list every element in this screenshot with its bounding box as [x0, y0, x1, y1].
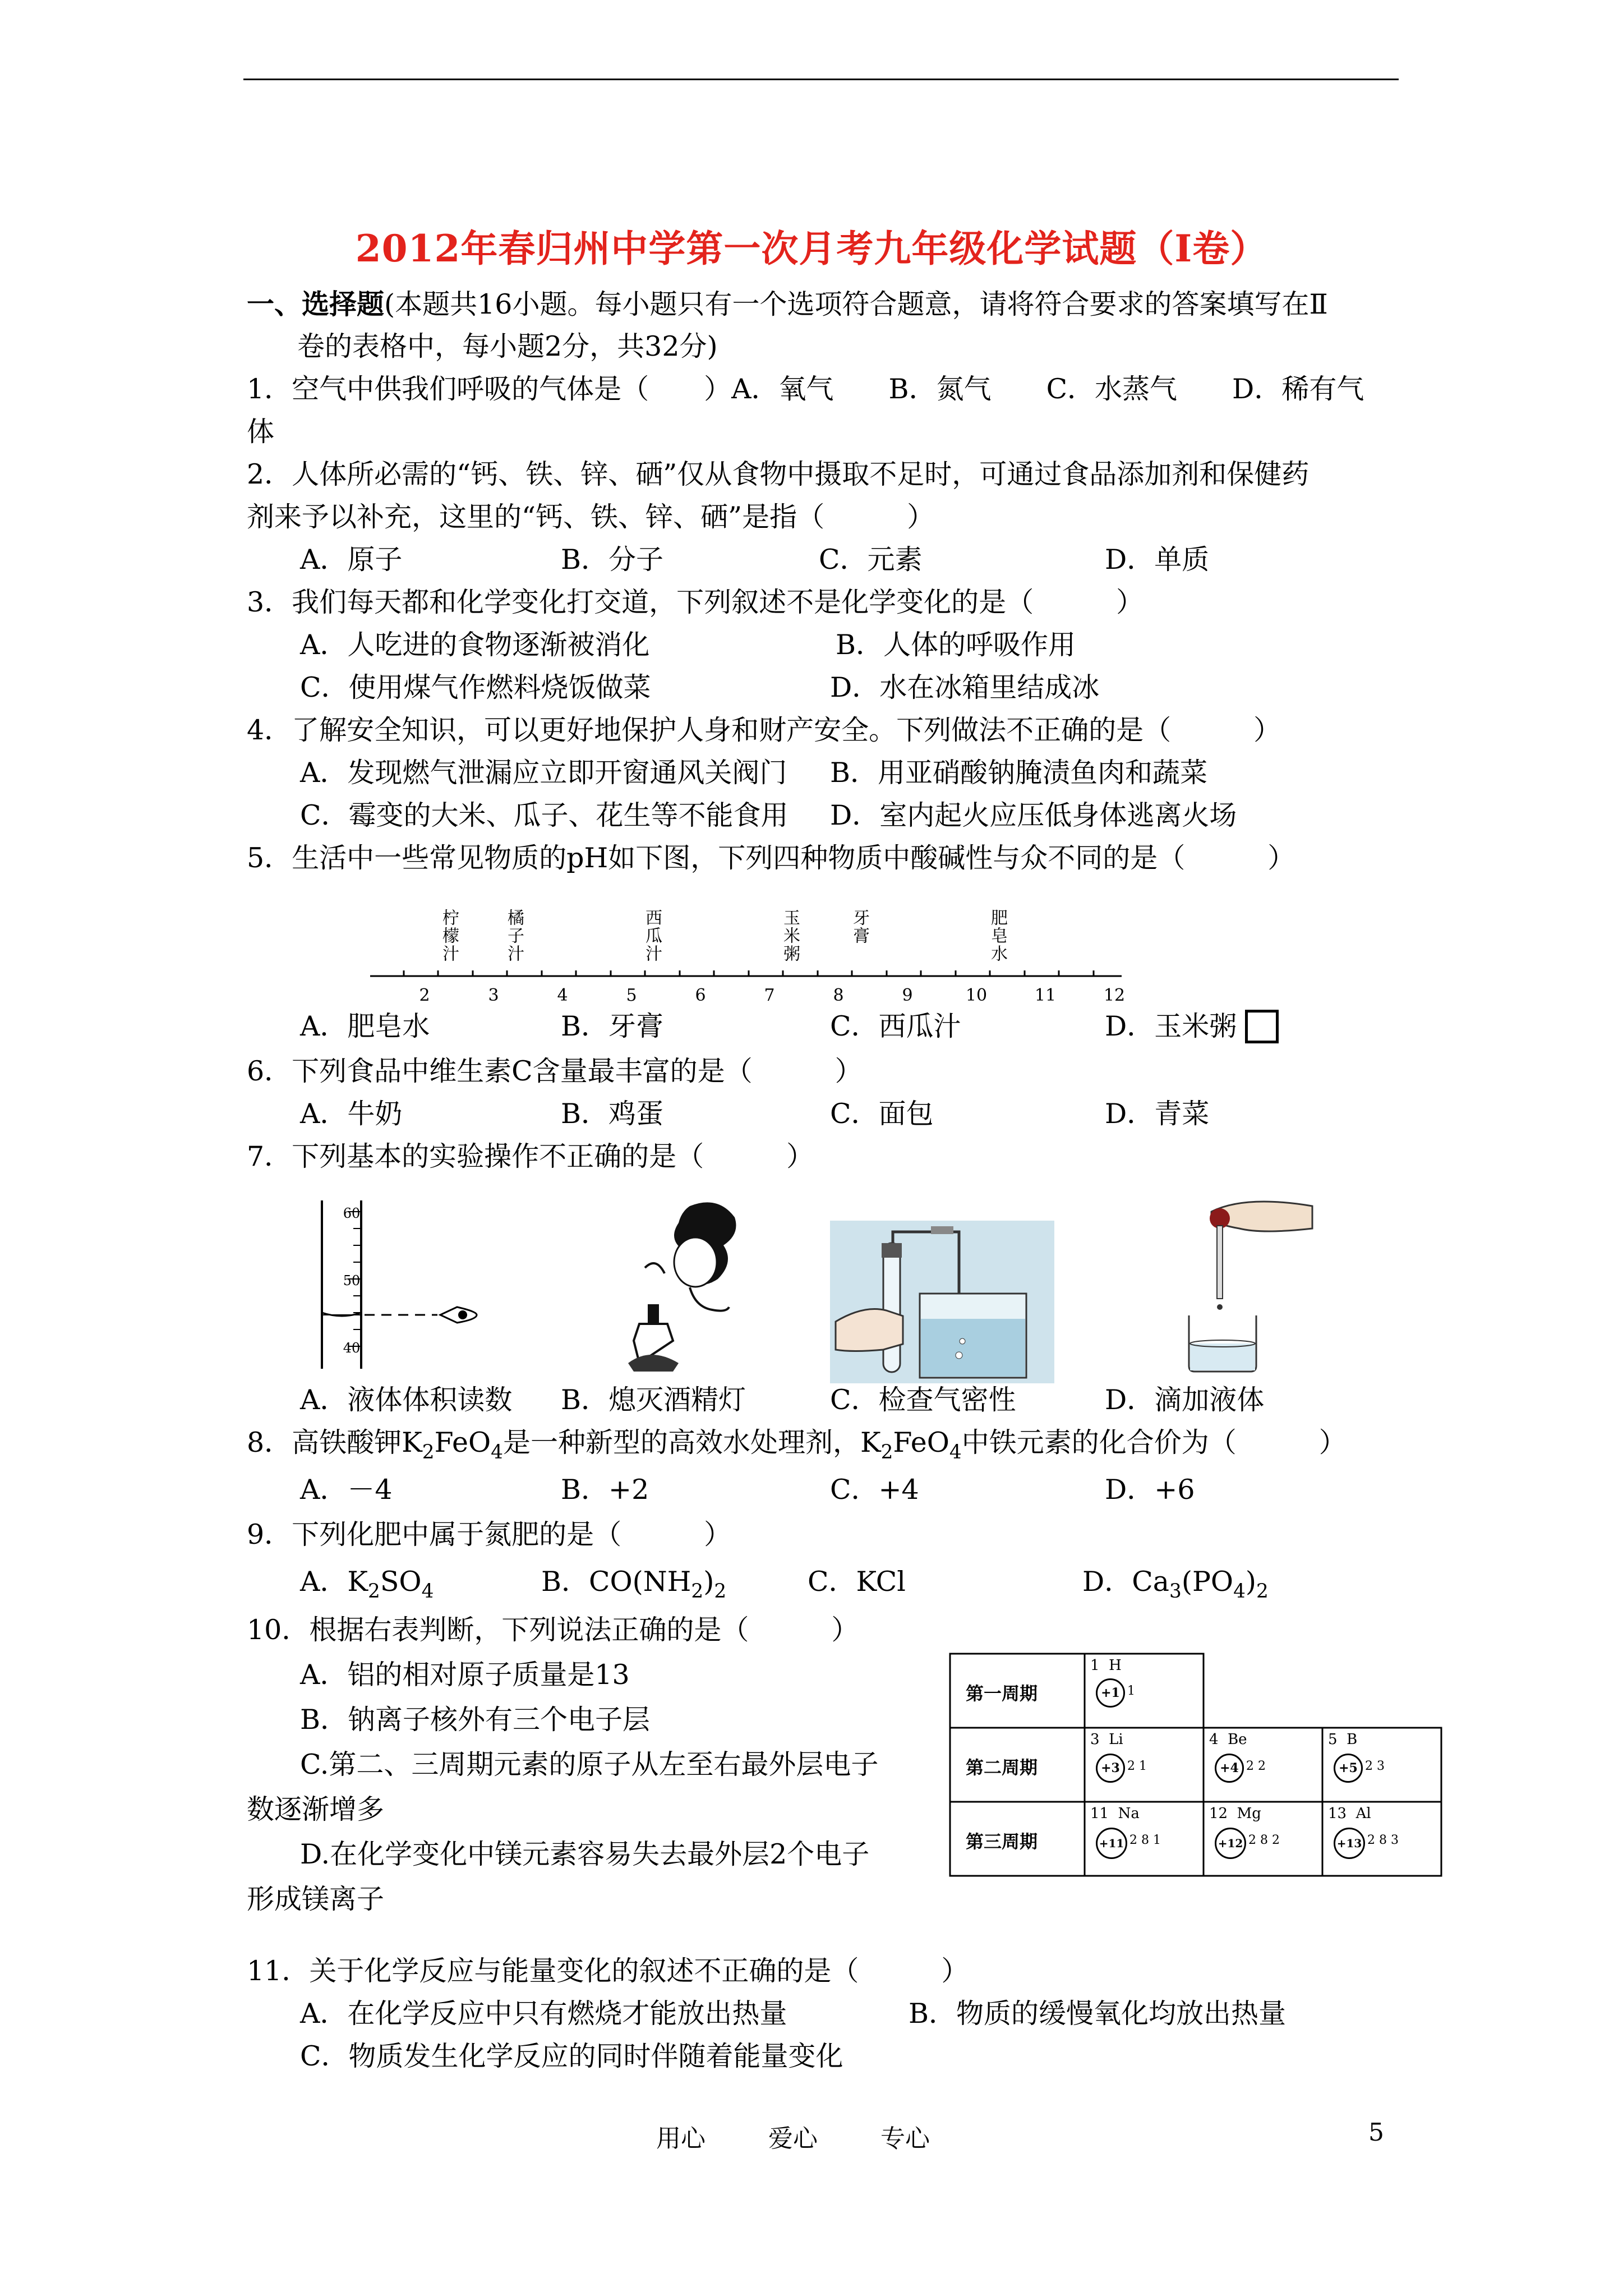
footer-word-3: 专心 [880, 2124, 930, 2153]
q10-option-a: A．铝的相对原子质量是13 [300, 1659, 630, 1691]
element-mg: 12 Mg [1209, 1805, 1261, 1822]
nucleus-al: +13 [1334, 1828, 1365, 1859]
element-be: 4 Be [1209, 1731, 1247, 1748]
q9-option-c: C．KCl [808, 1566, 906, 1598]
ph-tick-3: 3 [488, 986, 499, 1005]
header-rule [243, 79, 1399, 80]
q2-option-c: C．元素 [819, 544, 923, 576]
figure-cylinder [314, 1200, 494, 1374]
q6-option-b: B．鸡蛋 [561, 1098, 664, 1130]
q2-option-b: B．分子 [561, 544, 664, 576]
ph-tick-9: 9 [902, 986, 913, 1005]
figure-dropper [1178, 1195, 1318, 1374]
ph-tick-6: 6 [695, 986, 706, 1005]
q1-line-1: 1．空气中供我们呼吸的气体是（ ）A．氧气 B．氮气 C．水蒸气 D．稀有气 [247, 373, 1364, 405]
nucleus-mg: +12 [1215, 1828, 1246, 1859]
ph-tick-4: 4 [557, 986, 568, 1005]
q11-option-b: B．物质的缓慢氧化均放出热量 [909, 1998, 1287, 2030]
shells-mg: 2 8 2 [1248, 1833, 1280, 1847]
q5-option-a: A．肥皂水 [300, 1010, 430, 1042]
q8-stem: 8．高铁酸钾$K_2FeO_4$是一种新型的高效水处理剂，$K_2FeO_4$中铁元素的化合价为（ ） [247, 1427, 1347, 1464]
section-heading: 一、选择题 [247, 288, 385, 320]
q8-option-a: A．－4 [300, 1474, 393, 1506]
q4-option-d: D．室内起火应压低身体逃离火场 [830, 799, 1237, 831]
periodic-table [949, 1653, 1442, 1888]
ph-label-watermelon: 西瓜汁 [642, 909, 662, 963]
q5-option-d: D．玉米粥 [1105, 1010, 1237, 1042]
element-b: 5 B [1328, 1731, 1358, 1748]
ph-tick-7: 7 [764, 986, 775, 1005]
nucleus-b: +5 [1334, 1754, 1363, 1783]
period-3-label: 第三周期 [966, 1831, 1038, 1852]
q9-option-d: D．$Ca_3(PO_4)_2$ [1082, 1566, 1269, 1603]
dropper-drawing [1178, 1195, 1318, 1374]
ph-label-toothpaste: 牙膏 [850, 909, 869, 945]
q5-stem: 5．生活中一些常见物质的pH如下图，下列四种物质中酸碱性与众不同的是（ ） [247, 842, 1295, 874]
q5-option-b: B．牙膏 [561, 1010, 664, 1042]
ph-tick-2: 2 [419, 986, 430, 1005]
ph-tick-11: 11 [1034, 986, 1057, 1005]
shells-na: 2 8 1 [1129, 1833, 1161, 1847]
q2-option-d: D．单质 [1105, 544, 1210, 576]
shells-b: 2 3 [1365, 1759, 1385, 1773]
q3-option-a: A．人吃进的食物逐渐被消化 [300, 629, 650, 661]
q9-stem: 9．下列化肥中属于氮肥的是（ ） [247, 1519, 732, 1550]
ph-tick-10: 10 [965, 986, 988, 1005]
shells-h: 1 [1127, 1684, 1135, 1698]
q7-option-b: B．熄灭酒精灯 [561, 1384, 746, 1416]
ph-tick-5: 5 [626, 986, 637, 1005]
q10-option-d-2: 形成镁离子 [247, 1883, 385, 1915]
q4-option-a: A．发现燃气泄漏应立即开窗通风关阀门 [300, 757, 787, 789]
q3-option-d: D．水在冰箱里结成冰 [830, 671, 1100, 703]
q2-line-1: 2．人体所必需的“钙、铁、锌、硒”仅从食物中摄取不足时，可通过食品添加剂和保健药 [247, 458, 1310, 490]
page-title: 2012年春归州中学第一次月考九年级化学试题（Ⅰ卷） [355, 227, 1268, 270]
q8-option-b: B．+2 [561, 1474, 649, 1506]
cyl-tick-50: 50 [343, 1273, 361, 1289]
nucleus-li: +3 [1096, 1754, 1125, 1783]
q5-option-c: C．西瓜汁 [830, 1010, 961, 1042]
q10-stem: 10．根据右表判断，下列说法正确的是（ ） [247, 1614, 859, 1646]
q11-option-c: C．物质发生化学反应的同时伴随着能量变化 [300, 2040, 843, 2072]
section-instructions-2: 卷的表格中，每小题2分，共32分) [297, 330, 718, 362]
q7-option-c: C．检查气密性 [830, 1384, 1016, 1416]
nucleus-be: +4 [1215, 1754, 1244, 1783]
period-1-label: 第一周期 [966, 1683, 1038, 1704]
nucleus-h: +1 [1096, 1678, 1125, 1708]
ph-scale [359, 909, 1133, 1004]
q9-option-b: B．$CO(NH_2)_2$ [541, 1566, 727, 1603]
ph-label-orange: 橘子汁 [504, 909, 524, 963]
figure-air-tightness [830, 1221, 1054, 1383]
element-al: 13 Al [1328, 1805, 1371, 1822]
shells-li: 2 1 [1127, 1759, 1147, 1773]
cyl-tick-60: 60 [343, 1205, 361, 1221]
figure-alcohol-lamp [606, 1195, 746, 1374]
q8-option-d: D．+6 [1105, 1474, 1195, 1506]
q3-stem: 3．我们每天都和化学变化打交道，下列叙述不是化学变化的是（ ） [247, 586, 1144, 618]
section-line-1 [247, 287, 1328, 321]
period-2-label: 第二周期 [966, 1757, 1038, 1778]
element-li: 3 Li [1090, 1731, 1123, 1748]
q4-stem: 4．了解安全知识，可以更好地保护人身和财产安全。下列做法不正确的是（ ） [247, 714, 1281, 746]
q6-option-c: C．面包 [830, 1098, 934, 1130]
page-number: 5 [1368, 2118, 1384, 2147]
q6-stem: 6．下列食品中维生素C含量最丰富的是（ ） [247, 1055, 863, 1087]
element-h: 1 H [1090, 1657, 1122, 1674]
shells-be: 2 2 [1246, 1759, 1266, 1773]
q10-option-b: B．钠离子核外有三个电子层 [300, 1704, 651, 1736]
answer-box [1245, 1010, 1279, 1043]
q8-option-c: C．+4 [830, 1474, 919, 1506]
cyl-tick-40: 40 [343, 1340, 361, 1356]
q7-stem: 7．下列基本的实验操作不正确的是（ ） [247, 1140, 814, 1172]
ph-tick-8: 8 [833, 986, 844, 1005]
ph-label-lemon: 柠檬汁 [439, 909, 459, 963]
q9-option-a: A．$K_2SO_4$ [300, 1566, 434, 1603]
q6-option-a: A．牛奶 [300, 1098, 403, 1130]
alcohol-lamp-drawing [606, 1195, 746, 1374]
q4-option-b: B．用亚硝酸钠腌渍鱼肉和蔬菜 [830, 757, 1208, 789]
shells-al: 2 8 3 [1367, 1833, 1399, 1847]
ph-label-soap: 肥皂水 [988, 909, 1007, 963]
q11-stem: 11．关于化学反应与能量变化的叙述不正确的是（ ） [247, 1955, 969, 1987]
q6-option-d: D．青菜 [1105, 1098, 1210, 1130]
q3-option-b: B．人体的呼吸作用 [836, 629, 1076, 661]
q4-option-c: C．霉变的大米、瓜子、花生等不能食用 [300, 799, 789, 831]
footer-word-2: 爱心 [768, 2124, 818, 2153]
element-na: 11 Na [1090, 1805, 1140, 1822]
q11-option-a: A．在化学反应中只有燃烧才能放出热量 [300, 1998, 787, 2030]
q7-option-d: D．滴加液体 [1105, 1384, 1265, 1416]
nucleus-na: +11 [1096, 1828, 1127, 1859]
q10-option-c-2: 数逐渐增多 [247, 1793, 385, 1825]
q1-line-2: 体 [247, 416, 275, 448]
q2-line-2: 剂来予以补充，这里的“钙、铁、锌、硒”是指（ ） [247, 501, 935, 533]
footer-word-1: 用心 [656, 2124, 706, 2153]
q10-option-d-1: D.在化学变化中镁元素容易失去最外层2个电子 [300, 1838, 870, 1870]
ph-axis [359, 969, 1133, 986]
ph-tick-12: 12 [1103, 986, 1126, 1005]
q10-option-c-1: C.第二、三周期元素的原子从左至右最外层电子 [300, 1749, 879, 1780]
q2-option-a: A．原子 [300, 544, 403, 576]
air-tightness-drawing [830, 1221, 1054, 1383]
section-instructions-1: (本题共16小题。每小题只有一个选项符合题意，请将符合要求的答案填写在Ⅱ [384, 288, 1328, 320]
q3-option-c: C．使用煤气作燃料烧饭做菜 [300, 671, 651, 703]
q7-option-a: A．液体体积读数 [300, 1384, 513, 1416]
ph-label-cornmeal: 玉米粥 [780, 909, 800, 963]
